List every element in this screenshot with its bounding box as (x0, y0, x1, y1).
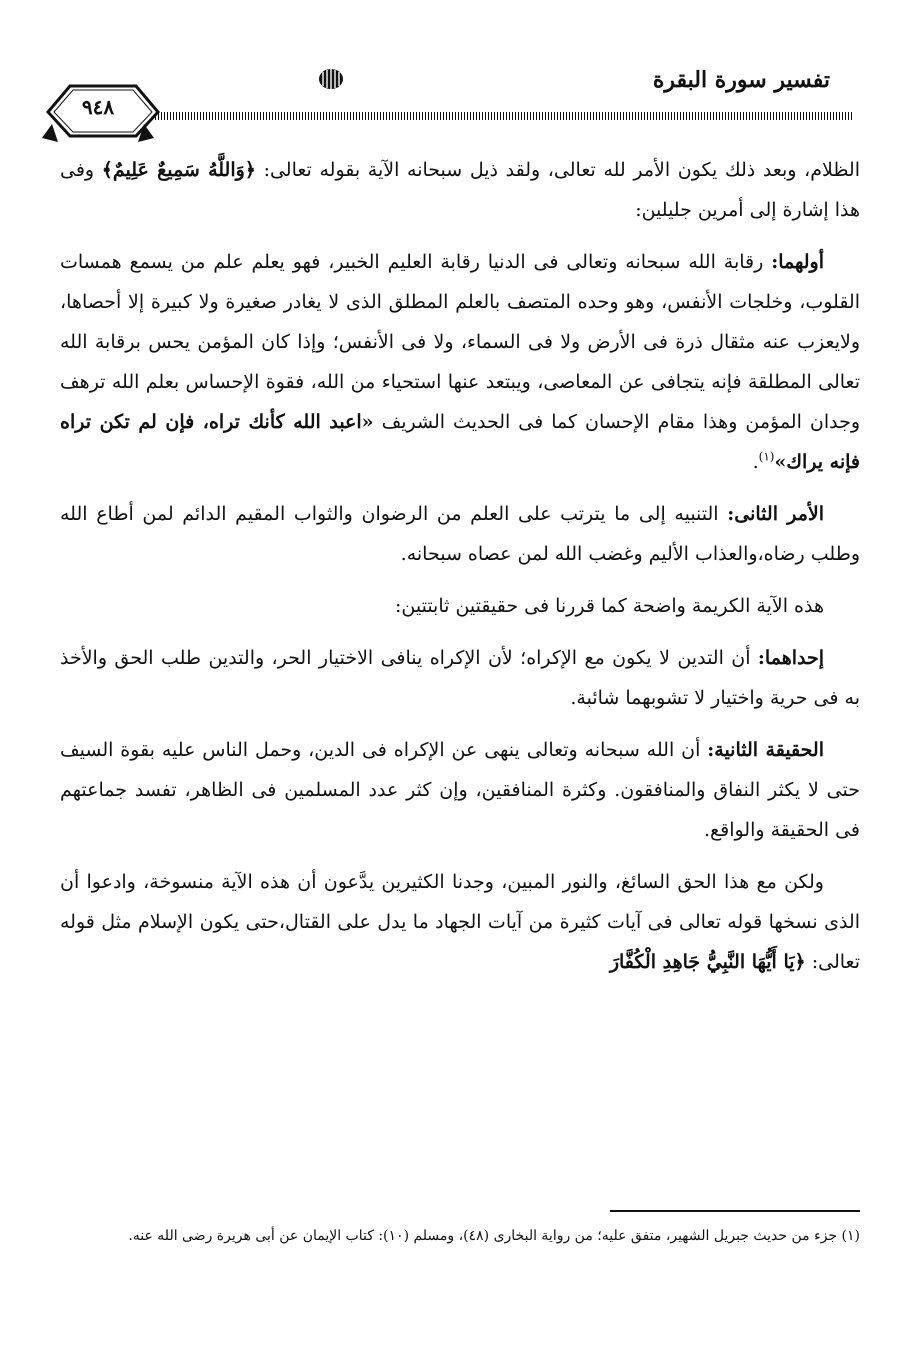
quran-verse: ﴿يَا أَيُّهَا النَّبِيُّ جَاهِدِ الْكُفَّارَ (609, 951, 806, 973)
paragraph (60, 494, 860, 574)
running-header-title: تفسير سورة البقرة (652, 67, 830, 93)
paragraph (60, 862, 860, 982)
paragraph (60, 150, 860, 230)
paragraph-label: الحقيقة الثانية: (707, 739, 824, 761)
paragraph-text: هذه الآية الكريمة واضحة كما قررنا فى حقيقتين ثابتتين: (394, 595, 824, 617)
paragraph-label: الأمر الثانى: (727, 503, 824, 525)
quran-verse: ﴿وَاللَّهُ سَمِيعٌ عَلِيمٌ﴾ (101, 159, 256, 181)
paragraph-text: وفى هذا إشارة إلى أمرين جليلين: (60, 159, 860, 221)
paragraph-end: . (752, 451, 759, 473)
paragraph-label: إحداهما: (757, 647, 824, 669)
paragraph (60, 586, 860, 626)
paragraph (60, 242, 860, 482)
paragraph (60, 730, 860, 850)
paragraph-text: أن التدين لا يكون مع الإكراه؛ لأن الإكراه ينافى الاختيار الحر، والتدين طلب الحق والأخذ به فى حرية واختيار لا تشوبهما شائبة. (60, 647, 860, 709)
page-number: ٩٤٨ (81, 95, 115, 119)
header-rule (122, 112, 854, 120)
paragraph-text: أن الله سبحانه وتعالى ينهى عن الإكراه فى الدين، وحمل الناس عليه بقوة السيف حتى لا يكثر النفاق والمنافقون. وكثرة المنافقين، وإن كثر عدد المسلمين فى الظاهر، تفسد جماعتهم فى الحقيقة والواقع. (60, 739, 860, 841)
footnote-rule (610, 1210, 860, 1212)
paragraph (60, 638, 860, 718)
paragraph-label: أولهما: (771, 251, 824, 273)
main-text (60, 150, 860, 994)
paragraph-text: التنبيه إلى ما يترتب على العلم من الرضوان والثواب المقيم الدائم لمن أطاع الله وطلب رضاه،والعذاب الأليم وغضب الله لمن عصاه سبحانه. (60, 503, 860, 565)
paragraph-text: ولكن مع هذا الحق السائغ، والنور المبين، وجدنا الكثيرين يدَّعون أن هذه الآية منسوخة، وادعوا أن الذى نسخها قوله تعالى فى آيات كثيرة من آيات الجهاد ما يدل على القتال،حتى يكون الإسلام مثل قوله تعالى: (60, 871, 860, 973)
hadith-quote: «اعبد الله كأنك تراه، فإن لم تكن تراه فإنه يراك» (60, 411, 860, 473)
paragraph-text: الظلام، وبعد ذلك يكون الأمر لله تعالى، ولقد ذيل سبحانه الآية بقوله تعالى: (263, 159, 860, 181)
footnote-ref: (١) (758, 449, 775, 464)
footnote: (١) جزء من حديث جبريل الشهير، متفق عليه؛ من رواية البخارى (٤٨)، ومسلم (١٠): كتاب الإيمان عن أبى هريرة رضى الله عنه. (128, 1228, 860, 1244)
flower-ornament-icon (318, 68, 344, 90)
paragraph-text: رقابة الله سبحانه وتعالى فى الدنيا رقابة العليم الخبير، فهو يعلم علم من يسمع همسات القلوب، وخلجات الأنفس، وهو وحده المتصف بالعلم المطلق الذى لا يغادر صغيرة ولا كبيرة إلا أحصاها، ولايعزب عنه مثقال ذرة فى الأرض ولا فى السماء، ولا فى الأنفس؛ وإذا كان المؤمن يحس برقابة الله تعالى المطلقة فإنه يتجافى عن المعاصى، ويبتعد عنها استحياء من الله، فقوة الإحساس بعلم الله ترهف وجدان المؤمن وهذا مقام الإحسان كما فى الحديث الشريف (60, 251, 861, 433)
